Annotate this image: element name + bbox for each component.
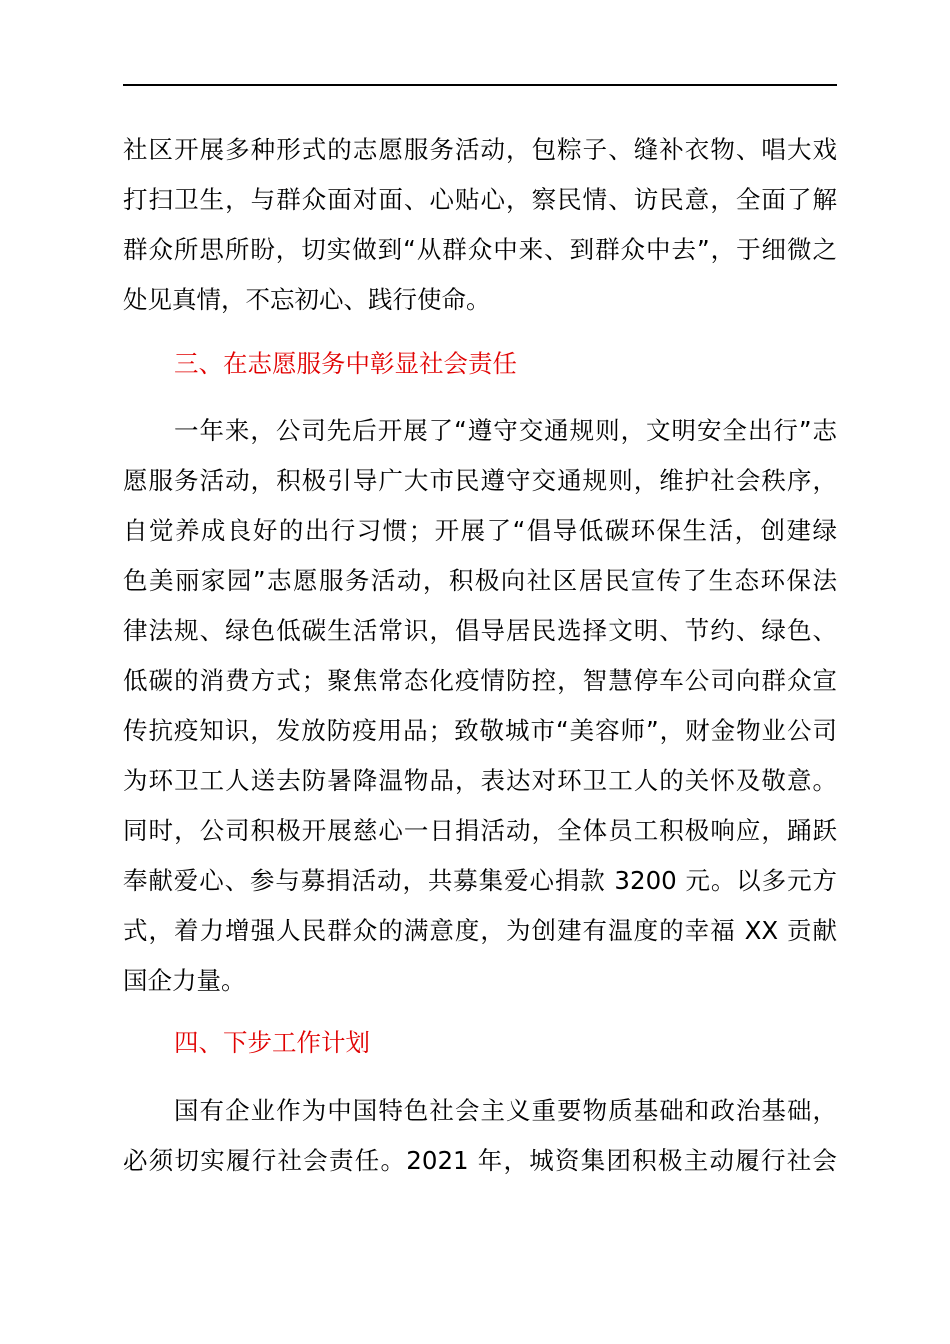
paragraph-line: 处见真情，不忘初心、践行使命。: [123, 285, 491, 314]
paragraph-line: 为环卫工人送去防暑降温物品，表达对环卫工人的关怀及敬意。: [123, 766, 837, 795]
paragraph-line: 必须切实履行社会责任。2021 年，城资集团积极主动履行社会: [123, 1146, 837, 1175]
paragraph-line: 同时，公司积极开展慈心一日捐活动，全体员工积极响应，踊跃: [123, 816, 837, 845]
paragraph-line: 群众所思所盼，切实做到“从群众中来、到群众中去”，于细微之: [123, 235, 837, 264]
paragraph-line: 传抗疫知识，发放防疫用品；致敬城市“美容师”，财金物业公司: [123, 716, 837, 745]
paragraph-line: 打扫卫生，与群众面对面、心贴心，察民情、访民意，全面了解: [123, 185, 837, 214]
paragraph-line: 式，着力增强人民群众的满意度，为创建有温度的幸福 XX 贡献: [123, 916, 837, 945]
section-heading-4: 四、下步工作计划: [174, 1028, 370, 1057]
paragraph-line: 自觉养成良好的出行习惯；开展了“倡导低碳环保生活，创建绿: [123, 516, 837, 545]
section-heading-3: 三、在志愿服务中彰显社会责任: [174, 349, 517, 378]
paragraph-line: 奉献爱心、参与募捐活动，共募集爱心捐款 3200 元。以多元方: [123, 866, 837, 895]
paragraph-2: [123, 406, 837, 1006]
paragraph-line: 一年来，公司先后开展了“遵守交通规则，文明安全出行”志: [174, 416, 837, 445]
paragraph-3: [123, 1086, 837, 1186]
paragraph-line: 愿服务活动，积极引导广大市民遵守交通规则，维护社会秩序，: [123, 466, 837, 495]
header-rule: [123, 84, 837, 86]
paragraph-line: 社区开展多种形式的志愿服务活动，包粽子、缝补衣物、唱大戏: [123, 135, 837, 164]
paragraph-line: 低碳的消费方式；聚焦常态化疫情防控，智慧停车公司向群众宣: [123, 666, 837, 695]
paragraph-line: 色美丽家园”志愿服务活动，积极向社区居民宣传了生态环保法: [123, 566, 837, 595]
paragraph-line: 国企力量。: [123, 966, 246, 995]
paragraph-1: [123, 125, 837, 325]
paragraph-line: 国有企业作为中国特色社会主义重要物质基础和政治基础，: [174, 1096, 837, 1125]
paragraph-line: 律法规、绿色低碳生活常识，倡导居民选择文明、节约、绿色、: [123, 616, 837, 645]
